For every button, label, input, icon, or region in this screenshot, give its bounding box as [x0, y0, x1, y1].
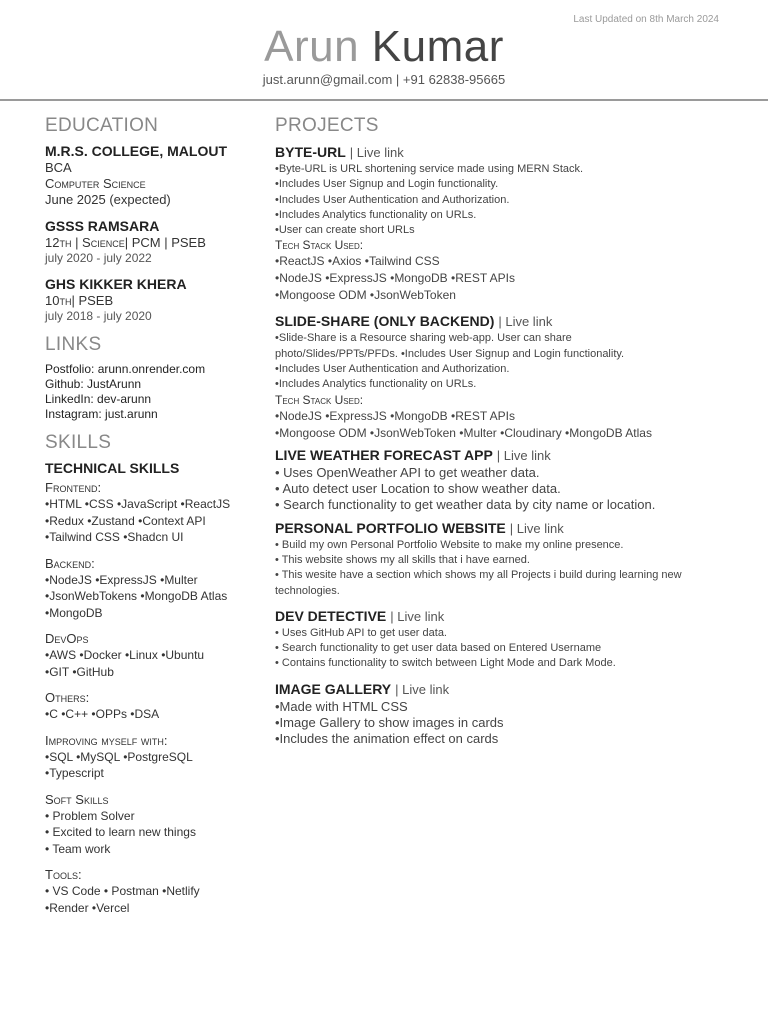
project-item [275, 446, 745, 513]
education-item [45, 143, 265, 208]
tech-stack-line: •Mongoose ODM •JsonWebToken [275, 288, 456, 303]
resume-name [0, 20, 768, 74]
tech-stack-line: •NodeJS •ExpressJS •MongoDB •REST APIs [275, 408, 516, 423]
skill-group-name: Improving myself with: [45, 732, 168, 748]
projects-title: PROJECTS [275, 115, 379, 136]
skill-line: •HTML •CSS •JavaScript •ReactJS [45, 497, 231, 511]
last-updated: Last Updated on 8th March 2024 [573, 14, 719, 25]
project-line: •Made with HTML CSS [275, 698, 408, 714]
project-line: • Uses GitHub API to get user data. [275, 626, 447, 639]
project-item [275, 519, 745, 599]
project-line: • Search functionality to get weather data by city name or location. [275, 496, 656, 512]
skill-line: •NodeJS •ExpressJS •Multer [45, 572, 198, 587]
project-line: • This website shows my all skills that i have earned. [275, 553, 530, 566]
skills-title: SKILLS [45, 432, 112, 453]
project-line: • Uses OpenWeather API to get weather data. [275, 464, 540, 480]
date: july 2020 - july 2022 [45, 251, 152, 265]
project-line: •Slide-Share is a Resource sharing web-app. User can share [275, 332, 572, 345]
project-line: • This wesite have a section which shows my all Projects i build during learning new [275, 569, 682, 582]
link-instagram[interactable]: Instagram: just.arunn [45, 407, 158, 421]
skill-group-name: Tools: [45, 867, 82, 882]
skill-line: •GIT •GitHub [45, 664, 114, 679]
skill-line: • Problem Solver [45, 808, 135, 823]
project-line: technologies. [275, 584, 340, 597]
skill-group-name: Backend: [45, 555, 95, 571]
date: july 2018 - july 2020 [45, 309, 152, 323]
project-line: photo/Slides/PPTs/PFDs. •Includes User Signup and Login functionality. [275, 347, 625, 360]
tech-stack-label: Tech Stack Used: [275, 238, 364, 253]
contact-info: just.arunn@gmail.com | +91 62838-95665 [262, 72, 506, 87]
school-name: M.R.S. COLLEGE, MALOUT [45, 143, 227, 159]
live-link[interactable]: | Live link [349, 145, 404, 160]
project-line: • Auto detect user Location to show weather data. [275, 480, 561, 496]
project-name: LIVE WEATHER FORECAST APP [275, 446, 493, 463]
project-item [275, 312, 745, 441]
live-link[interactable]: | Live link [390, 608, 445, 624]
header-divider [0, 99, 768, 101]
link-github[interactable]: Github: JustArunn [45, 377, 142, 391]
project-line: •Includes User Authentication and Authorization. [275, 363, 510, 376]
project-line: •Includes User Authentication and Authorization. [275, 193, 510, 206]
skill-line: •Render •Vercel [45, 900, 130, 915]
link-linkedin[interactable]: LinkedIn: dev-arunn [45, 392, 152, 406]
project-name: BYTE-URL [275, 144, 346, 160]
project-line: •Includes Analytics functionality on URLs. [275, 378, 477, 391]
skill-line: • Excited to learn new things [45, 825, 196, 839]
project-line: •Byte-URL is URL shortening service made using MERN Stack. [275, 163, 584, 175]
project-line: •Includes Analytics functionality on URLs. [275, 208, 477, 221]
skill-line: •C •C++ •OPPs •DSA [45, 707, 160, 721]
skill-line: •MongoDB [45, 605, 103, 620]
right-column [275, 115, 745, 747]
links-title: LINKS [45, 334, 102, 355]
tech-stack-label: Tech Stack Used: [275, 392, 364, 407]
project-item [275, 607, 745, 672]
technical-skills-heading: TECHNICAL SKILLS [45, 460, 180, 476]
project-item [275, 143, 745, 304]
project-line: •Image Gallery to show images in cards [275, 714, 504, 730]
project-line: • Build my own Personal Portfolio Website to make my online presence. [275, 538, 624, 551]
skill-group-name: Frontend: [45, 480, 102, 495]
skill-line: •AWS •Docker •Linux •Ubuntu [45, 648, 205, 662]
tech-stack-line: •NodeJS •ExpressJS •MongoDB •REST APIs [275, 271, 516, 286]
stream: 10th| PSEB [45, 293, 114, 308]
skill-line: •JsonWebTokens •MongoDB Atlas [45, 589, 228, 603]
major: Computer Science [45, 176, 146, 191]
tech-stack-line: •Mongoose ODM •JsonWebToken •Multer •Cloudinary •MongoDB Atlas [275, 425, 652, 440]
project-name: PERSONAL PORTFOLIO WEBSITE [275, 519, 506, 536]
project-item [275, 680, 745, 747]
skill-line: • VS Code • Postman •Netlify [45, 884, 200, 898]
school-name: GSSS RAMSARA [45, 218, 160, 234]
education-item [45, 276, 265, 324]
live-link[interactable]: | Live link [509, 520, 564, 536]
project-name: DEV DETECTIVE [275, 607, 387, 624]
live-link[interactable]: | Live link [395, 681, 450, 697]
link-portfolio[interactable]: Postfolio: arunn.onrender.com [45, 362, 206, 376]
skill-line: • Team work [45, 841, 111, 856]
project-name: IMAGE GALLERY [275, 680, 392, 697]
school-name: GHS KIKKER KHERA [45, 276, 187, 292]
date: June 2025 (expected) [45, 192, 171, 207]
tech-stack-line: •ReactJS •Axios •Tailwind CSS [275, 254, 440, 269]
education-item [45, 218, 265, 266]
skill-group-name: Soft Skills [45, 791, 109, 807]
project-line: • Contains functionality to switch between Light Mode and Dark Mode. [275, 657, 616, 670]
skill-line: •SQL •MySQL •PostgreSQL [45, 749, 193, 764]
first-name: Arun [264, 22, 360, 71]
project-line: • Search functionality to get user data based on Entered Username [275, 642, 602, 655]
skill-line: •Tailwind CSS •Shadcn UI [45, 530, 184, 544]
project-name: SLIDE-SHARE (ONLY BACKEND) [275, 313, 495, 330]
live-link[interactable]: | Live link [496, 447, 551, 463]
project-line: •User can create short URLs [275, 224, 415, 237]
degree: BCA [45, 160, 72, 175]
left-column [45, 115, 265, 916]
skill-group-name: DevOps [45, 631, 89, 646]
education-title: EDUCATION [45, 115, 159, 136]
skill-line: •Redux •Zustand •Context API [45, 513, 206, 528]
skill-group-name: Others: [45, 690, 90, 705]
project-line: •Includes User Signup and Login functionality. [275, 178, 499, 191]
skill-line: •Typescript [45, 766, 104, 780]
live-link[interactable]: | Live link [498, 314, 553, 330]
stream: 12th | Science| PCM | PSEB [45, 235, 206, 250]
last-name: Kumar [371, 22, 504, 71]
project-line: •Includes the animation effect on cards [275, 730, 499, 746]
